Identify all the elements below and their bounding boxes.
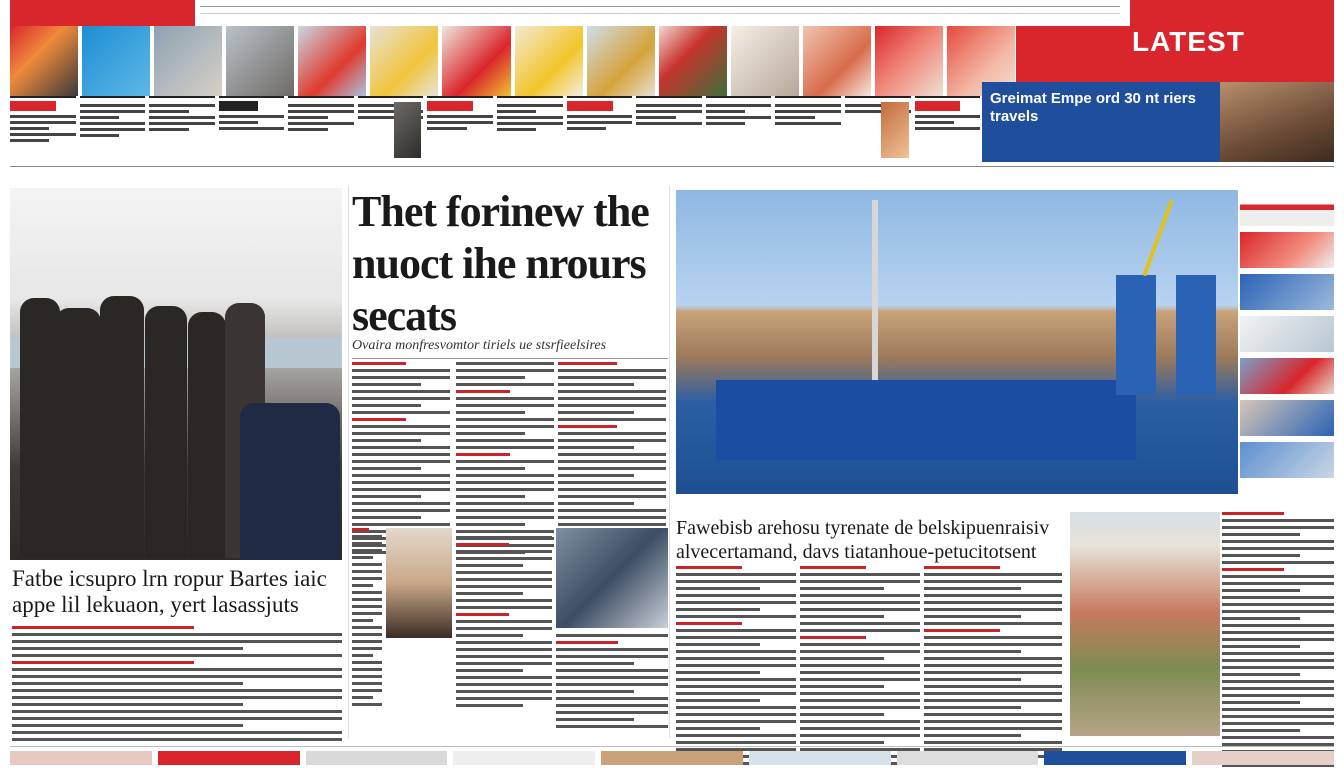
bottom-thumb[interactable] bbox=[158, 751, 300, 765]
story-teaser[interactable] bbox=[497, 96, 563, 162]
photo-figure bbox=[20, 298, 60, 558]
story-teaser[interactable] bbox=[915, 96, 981, 162]
left-lead-photo[interactable] bbox=[10, 188, 342, 560]
story-teaser[interactable] bbox=[845, 96, 911, 162]
story-teaser[interactable] bbox=[10, 96, 76, 162]
bottom-thumb[interactable] bbox=[749, 751, 891, 765]
center-lower-text-1 bbox=[352, 528, 382, 710]
right-story-body-col-3 bbox=[924, 566, 1062, 768]
story-teaser[interactable] bbox=[706, 96, 772, 162]
bottom-thumb[interactable] bbox=[306, 751, 448, 765]
far-right-body bbox=[1222, 512, 1334, 736]
thumbnail[interactable] bbox=[370, 26, 438, 96]
thumbnail[interactable] bbox=[587, 26, 655, 96]
thumbnail[interactable] bbox=[659, 26, 727, 96]
sidebar-thumb[interactable] bbox=[1240, 190, 1334, 226]
thumbnail[interactable] bbox=[10, 26, 78, 96]
photo-crane bbox=[1142, 200, 1173, 277]
photo-ship-hull bbox=[716, 380, 1136, 460]
banner-headline: Greimat Empe ord 30 nt riers travels bbox=[990, 90, 1196, 125]
center-portrait-photo bbox=[386, 528, 452, 638]
sidebar-thumb[interactable] bbox=[1240, 274, 1334, 310]
left-story-body bbox=[12, 626, 342, 738]
main-headline[interactable]: Thet forinew the nuoct ihe nrours secats bbox=[352, 187, 649, 340]
right-story-headline[interactable]: Fawebisb arehosu tyrenate de belskipuenraisiv alvecertamand, davs tiatanhoue-petucitotsent bbox=[676, 517, 1050, 563]
story-teaser[interactable] bbox=[775, 96, 841, 162]
bottom-thumb[interactable] bbox=[897, 751, 1039, 765]
center-lower-text-3 bbox=[556, 634, 668, 732]
photo-ship-stack bbox=[1176, 275, 1216, 395]
main-body-col-2 bbox=[456, 362, 554, 558]
sidebar-thumb[interactable] bbox=[1240, 232, 1334, 268]
city-photo bbox=[1070, 512, 1220, 736]
bottom-strip bbox=[10, 746, 1334, 768]
right-sidebar bbox=[1240, 190, 1334, 502]
story-teaser-row bbox=[10, 96, 980, 162]
right-story-body-col-2 bbox=[800, 566, 920, 768]
top-strip bbox=[0, 0, 1344, 26]
thumbnail[interactable] bbox=[442, 26, 510, 96]
thumbnail[interactable] bbox=[82, 26, 150, 96]
bottom-thumb[interactable] bbox=[453, 751, 595, 765]
story-teaser[interactable] bbox=[149, 96, 215, 162]
bottom-thumb[interactable] bbox=[10, 751, 152, 765]
thumbnail-row bbox=[10, 26, 1015, 96]
sidebar-thumb[interactable] bbox=[1240, 442, 1334, 478]
thumbnail[interactable] bbox=[731, 26, 799, 96]
story-teaser[interactable] bbox=[358, 96, 424, 162]
thumbnail[interactable] bbox=[803, 26, 871, 96]
center-lower-text-2 bbox=[456, 536, 552, 711]
left-story-headline[interactable]: Fatbe icsupro lrn ropur Bartes iaic appe lil lekuaon, yert lasassjuts bbox=[12, 566, 327, 617]
sidebar-thumb[interactable] bbox=[1240, 358, 1334, 394]
story-teaser[interactable] bbox=[567, 96, 633, 162]
thumbnail[interactable] bbox=[515, 26, 583, 96]
bottom-thumb[interactable] bbox=[601, 751, 743, 765]
sidebar-thumb[interactable] bbox=[1240, 316, 1334, 352]
top-red-bar-right bbox=[1130, 0, 1334, 26]
main-deck: Ovaira monfresvomtor tiriels ue stsrfieelsires bbox=[352, 338, 668, 359]
right-story-body-col-1 bbox=[676, 566, 796, 738]
top-red-bar-left bbox=[10, 0, 195, 26]
sidebar-thumb[interactable] bbox=[1240, 400, 1334, 436]
blue-promo-banner[interactable] bbox=[982, 82, 1220, 162]
story-teaser[interactable] bbox=[219, 96, 285, 162]
harbor-lead-photo[interactable] bbox=[676, 190, 1238, 494]
thumbnail[interactable] bbox=[875, 26, 943, 96]
top-rule bbox=[200, 6, 1120, 14]
story-teaser[interactable] bbox=[636, 96, 702, 162]
latest-label[interactable]: LATEST bbox=[1132, 26, 1245, 57]
story-teaser[interactable] bbox=[427, 96, 493, 162]
photo-figure-seated bbox=[240, 403, 340, 560]
photo-figure bbox=[55, 308, 101, 558]
bottom-thumb[interactable] bbox=[1192, 751, 1334, 765]
thumbnail[interactable] bbox=[226, 26, 294, 96]
section-divider bbox=[10, 166, 1334, 167]
thumbnail[interactable] bbox=[298, 26, 366, 96]
story-teaser[interactable] bbox=[288, 96, 354, 162]
photo-figure bbox=[145, 306, 187, 558]
crowd-photo bbox=[1220, 82, 1334, 162]
photo-mast bbox=[872, 200, 878, 400]
center-detail-photo bbox=[556, 528, 668, 628]
photo-ship-stack bbox=[1116, 275, 1156, 395]
photo-figure bbox=[100, 296, 144, 558]
thumbnail[interactable] bbox=[154, 26, 222, 96]
story-teaser[interactable] bbox=[80, 96, 146, 162]
bottom-thumb[interactable] bbox=[1044, 751, 1186, 765]
photo-figure bbox=[188, 312, 226, 558]
